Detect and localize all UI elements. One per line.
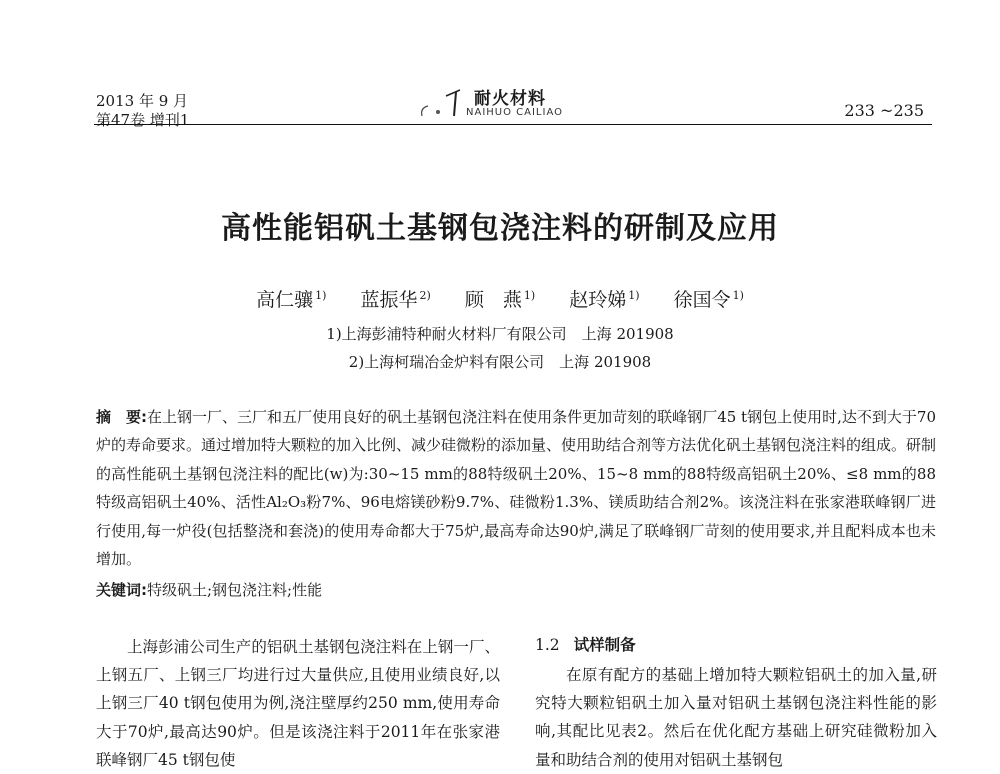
journal-name-cn: 耐火材料: [474, 89, 546, 109]
section-number: 1.2: [535, 636, 560, 654]
keywords: [96, 579, 936, 600]
keywords-label: 关键词:: [96, 581, 147, 599]
author: 赵玲娣 $^{1)}$: [569, 288, 640, 311]
page-range: 233 ~235: [844, 101, 924, 120]
author: 高仁骧 $^{1)}$: [256, 288, 327, 311]
abstract-label: 摘 要:: [96, 408, 148, 426]
journal-name-en: NAIHUO CAILIAO: [466, 107, 563, 118]
author: 顾 燕 $^{1)}$: [464, 288, 536, 311]
affiliation-1: 1)上海彭浦特种耐火材料厂有限公司 上海 201908: [326, 325, 674, 343]
author: 蓝振华 $^{2)}$: [360, 288, 431, 311]
author-list: [0, 285, 1000, 312]
issue-volume: 第47卷 增刊1: [96, 111, 190, 129]
issue-date: 2013 年 9 月: [96, 92, 189, 110]
header-divider: [94, 124, 932, 125]
body-right-column: 在原有配方的基础上增加特大颗粒铝矾土的加入量,研究特大颗粒铝矾土加入量对铝矾土基钢包浇注料性能的影响,其配比见表2。然后在优化配方基础上研究硅微粉加入量和助结合剂的使用对铝矾土基钢包: [535, 666, 937, 769]
paper-title: 高性能铝矾土基钢包浇注料的研制及应用: [221, 211, 779, 246]
body-left-column: 上海彭浦公司生产的铝矾土基钢包浇注料在上钢一厂、上钢五厂、上钢三厂均进行过大量供应,且使用业绩良好,以上钢三厂40 t钢包使用为例,浇注壁厚约250 mm,使用寿命大于70炉,最高达90炉。但是该浇注料于2011年在张家港联峰钢厂45 t钢包使: [96, 638, 500, 769]
abstract: [96, 403, 936, 573]
section-title: 试样制备: [573, 636, 636, 654]
journal-logo-mark-icon: [416, 86, 468, 122]
section-heading: [535, 633, 636, 655]
keywords-text: 特级矾土;钢包浇注料;性能: [147, 581, 323, 599]
affiliation-2: 2)上海柯瑞冶金炉料有限公司 上海 201908: [348, 353, 652, 371]
abstract-text: 在上钢一厂、三厂和五厂使用良好的矾土基钢包浇注料在使用条件更加苛刻的联峰钢厂45 t钢包上使用时,达不到大于70炉的寿命要求。通过增加特大颗粒的加入比例、减少硅微粉的添加量、使用助结合剂等方法优化矾土基钢包浇注料的组成。研制的高性能矾土基钢包浇注料的配比(w)为:30~15 mm的88特级矾土20%、15~8 mm的88特级高铝矾土20%、≤8 mm的88特级高铝矾土40%、活性Al₂O₃粉7%、96电熔镁砂粉9.7%、硅微粉1.3%、镁质助结合剂2%。该浇注料在张家港联峰钢厂进行使用,每一炉役(包括整浇和套浇)的使用寿命都大于75炉,最高寿命达90炉,满足了联峰钢厂苛刻的使用要求,并且配料成本也未增加。: [96, 408, 937, 569]
author: 徐国令 $^{1)}$: [673, 288, 744, 311]
journal-logo: [416, 84, 656, 126]
